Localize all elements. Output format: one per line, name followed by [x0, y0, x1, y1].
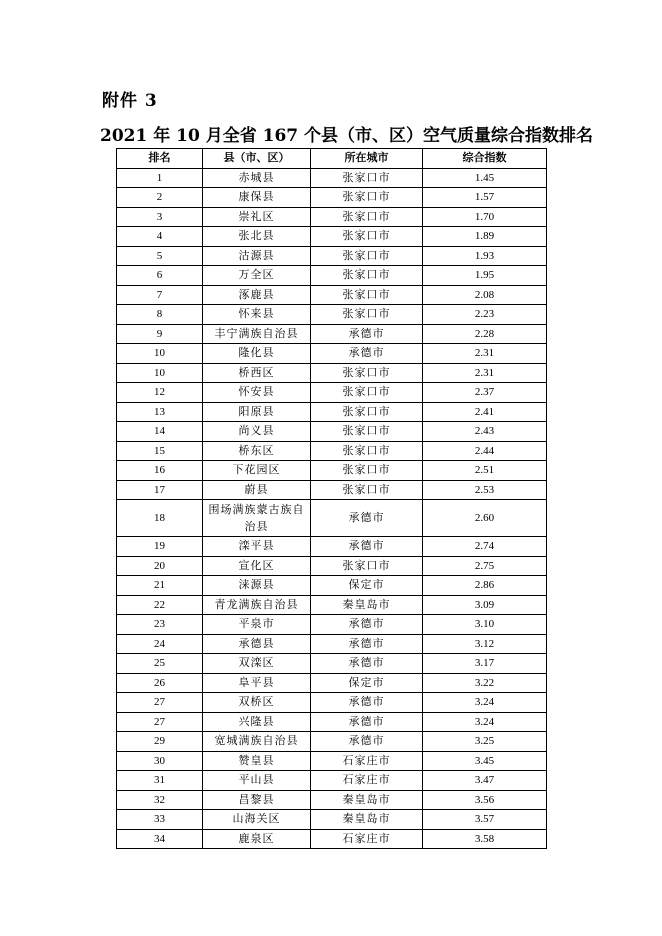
- index-cell: 2.44: [423, 441, 547, 461]
- table-row: [117, 732, 547, 752]
- county-cell: 宣化区: [203, 556, 311, 576]
- county-cell: 阜平县: [203, 673, 311, 693]
- rank-cell: 3: [117, 207, 203, 227]
- city-cell: 承德市: [311, 537, 423, 557]
- rank-cell: 14: [117, 422, 203, 442]
- county-cell: 崇礼区: [203, 207, 311, 227]
- county-cell: 万全区: [203, 266, 311, 286]
- city-cell: 秦皇岛市: [311, 810, 423, 830]
- county-cell: 青龙满族自治县: [203, 595, 311, 615]
- index-cell: 3.09: [423, 595, 547, 615]
- city-cell: 承德市: [311, 732, 423, 752]
- rank-cell: 6: [117, 266, 203, 286]
- city-cell: 张家口市: [311, 402, 423, 422]
- city-cell: 秦皇岛市: [311, 790, 423, 810]
- city-cell: 张家口市: [311, 168, 423, 188]
- rank-cell: 20: [117, 556, 203, 576]
- index-cell: 1.93: [423, 246, 547, 266]
- rank-cell: 10: [117, 344, 203, 364]
- index-cell: 2.28: [423, 324, 547, 344]
- table-row: [117, 246, 547, 266]
- city-cell: 承德市: [311, 344, 423, 364]
- rank-cell: 10: [117, 363, 203, 383]
- rank-cell: 23: [117, 615, 203, 635]
- table-header-row: [117, 149, 547, 169]
- city-cell: 张家口市: [311, 556, 423, 576]
- index-cell: 3.56: [423, 790, 547, 810]
- city-cell: 承德市: [311, 634, 423, 654]
- table-row: [117, 576, 547, 596]
- city-cell: 保定市: [311, 673, 423, 693]
- county-cell: 昌黎县: [203, 790, 311, 810]
- table-row: [117, 363, 547, 383]
- table-row: [117, 810, 547, 830]
- county-cell: 丰宁满族自治县: [203, 324, 311, 344]
- index-cell: 1.70: [423, 207, 547, 227]
- county-cell: 平山县: [203, 771, 311, 791]
- city-cell: 张家口市: [311, 188, 423, 208]
- county-cell: 桥东区: [203, 441, 311, 461]
- index-cell: 3.17: [423, 654, 547, 674]
- city-cell: 石家庄市: [311, 771, 423, 791]
- county-cell: 怀来县: [203, 305, 311, 325]
- table-row: [117, 615, 547, 635]
- document-title: 2021 年 10 月全省 167 个县（市、区）空气质量综合指数排名: [100, 126, 594, 146]
- index-cell: 2.41: [423, 402, 547, 422]
- county-cell: 桥西区: [203, 363, 311, 383]
- ranking-table: [116, 148, 547, 849]
- city-cell: 张家口市: [311, 441, 423, 461]
- rank-cell: 17: [117, 480, 203, 500]
- index-cell: 2.23: [423, 305, 547, 325]
- city-cell: 张家口市: [311, 227, 423, 247]
- county-cell: 沽源县: [203, 246, 311, 266]
- table-row: [117, 673, 547, 693]
- index-cell: 2.75: [423, 556, 547, 576]
- table-row: [117, 305, 547, 325]
- city-cell: 张家口市: [311, 266, 423, 286]
- county-cell: 赤城县: [203, 168, 311, 188]
- rank-cell: 9: [117, 324, 203, 344]
- county-cell: 怀安县: [203, 383, 311, 403]
- county-cell: 平泉市: [203, 615, 311, 635]
- index-cell: 2.37: [423, 383, 547, 403]
- rank-cell: 29: [117, 732, 203, 752]
- city-cell: 承德市: [311, 615, 423, 635]
- table-row: [117, 556, 547, 576]
- table-row: [117, 634, 547, 654]
- table-row: [117, 712, 547, 732]
- table-row: [117, 188, 547, 208]
- county-cell: 尚义县: [203, 422, 311, 442]
- city-cell: 张家口市: [311, 305, 423, 325]
- index-cell: 2.43: [423, 422, 547, 442]
- rank-cell: 26: [117, 673, 203, 693]
- city-cell: 张家口市: [311, 246, 423, 266]
- county-cell: 康保县: [203, 188, 311, 208]
- county-cell: 滦平县: [203, 537, 311, 557]
- attachment-label: 附件 3: [102, 91, 158, 111]
- index-cell: 3.10: [423, 615, 547, 635]
- rank-cell: 31: [117, 771, 203, 791]
- city-cell: 保定市: [311, 576, 423, 596]
- county-cell: 围场满族蒙古族自治县: [203, 500, 311, 537]
- index-cell: 3.24: [423, 693, 547, 713]
- index-cell: 3.47: [423, 771, 547, 791]
- table-row: [117, 595, 547, 615]
- table-body: [117, 168, 547, 849]
- index-cell: 1.89: [423, 227, 547, 247]
- table-row: [117, 654, 547, 674]
- rank-cell: 30: [117, 751, 203, 771]
- table-row: [117, 480, 547, 500]
- rank-cell: 21: [117, 576, 203, 596]
- city-cell: 秦皇岛市: [311, 595, 423, 615]
- county-cell: 下花园区: [203, 461, 311, 481]
- county-cell: 宽城满族自治县: [203, 732, 311, 752]
- rank-cell: 25: [117, 654, 203, 674]
- index-cell: 2.51: [423, 461, 547, 481]
- rank-cell: 24: [117, 634, 203, 654]
- header-rank: 排名: [117, 149, 203, 169]
- index-cell: 3.22: [423, 673, 547, 693]
- table-row: [117, 344, 547, 364]
- table-row: [117, 402, 547, 422]
- county-cell: 隆化县: [203, 344, 311, 364]
- rank-cell: 12: [117, 383, 203, 403]
- county-cell: 涿鹿县: [203, 285, 311, 305]
- header-index: 综合指数: [423, 149, 547, 169]
- county-cell: 涞源县: [203, 576, 311, 596]
- rank-cell: 32: [117, 790, 203, 810]
- city-cell: 承德市: [311, 654, 423, 674]
- county-cell: 蔚县: [203, 480, 311, 500]
- table-row: [117, 207, 547, 227]
- county-cell: 双滦区: [203, 654, 311, 674]
- county-cell: 双桥区: [203, 693, 311, 713]
- city-cell: 张家口市: [311, 285, 423, 305]
- table-row: [117, 790, 547, 810]
- table-row: [117, 285, 547, 305]
- table-row: [117, 266, 547, 286]
- index-cell: 3.25: [423, 732, 547, 752]
- rank-cell: 34: [117, 829, 203, 849]
- city-cell: 承德市: [311, 693, 423, 713]
- rank-cell: 22: [117, 595, 203, 615]
- city-cell: 承德市: [311, 324, 423, 344]
- city-cell: 张家口市: [311, 383, 423, 403]
- index-cell: 3.58: [423, 829, 547, 849]
- county-cell: 兴隆县: [203, 712, 311, 732]
- index-cell: 1.45: [423, 168, 547, 188]
- rank-cell: 5: [117, 246, 203, 266]
- county-cell: 鹿泉区: [203, 829, 311, 849]
- rank-cell: 8: [117, 305, 203, 325]
- table-row: [117, 771, 547, 791]
- table-row: [117, 829, 547, 849]
- city-cell: 张家口市: [311, 461, 423, 481]
- rank-cell: 4: [117, 227, 203, 247]
- index-cell: 3.45: [423, 751, 547, 771]
- rank-cell: 13: [117, 402, 203, 422]
- county-cell: 阳原县: [203, 402, 311, 422]
- index-cell: 3.57: [423, 810, 547, 830]
- rank-cell: 27: [117, 712, 203, 732]
- index-cell: 2.31: [423, 344, 547, 364]
- rank-cell: 16: [117, 461, 203, 481]
- rank-cell: 7: [117, 285, 203, 305]
- table-row: [117, 168, 547, 188]
- city-cell: 石家庄市: [311, 829, 423, 849]
- rank-cell: 2: [117, 188, 203, 208]
- table-row: [117, 422, 547, 442]
- county-cell: 承德县: [203, 634, 311, 654]
- table-row: [117, 751, 547, 771]
- index-cell: 3.24: [423, 712, 547, 732]
- table-row: [117, 383, 547, 403]
- index-cell: 2.86: [423, 576, 547, 596]
- city-cell: 张家口市: [311, 480, 423, 500]
- city-cell: 张家口市: [311, 422, 423, 442]
- city-cell: 承德市: [311, 712, 423, 732]
- county-cell: 赞皇县: [203, 751, 311, 771]
- county-cell: 张北县: [203, 227, 311, 247]
- index-cell: 2.60: [423, 500, 547, 537]
- index-cell: 2.08: [423, 285, 547, 305]
- table-row: [117, 500, 547, 537]
- table-row: [117, 324, 547, 344]
- header-county: 县（市、区）: [203, 149, 311, 169]
- rank-cell: 15: [117, 441, 203, 461]
- rank-cell: 33: [117, 810, 203, 830]
- header-city: 所在城市: [311, 149, 423, 169]
- county-cell: 山海关区: [203, 810, 311, 830]
- table-row: [117, 693, 547, 713]
- city-cell: 承德市: [311, 500, 423, 537]
- rank-cell: 1: [117, 168, 203, 188]
- city-cell: 石家庄市: [311, 751, 423, 771]
- table-row: [117, 461, 547, 481]
- rank-cell: 27: [117, 693, 203, 713]
- index-cell: 3.12: [423, 634, 547, 654]
- index-cell: 2.31: [423, 363, 547, 383]
- index-cell: 1.95: [423, 266, 547, 286]
- table-row: [117, 227, 547, 247]
- city-cell: 张家口市: [311, 363, 423, 383]
- rank-cell: 19: [117, 537, 203, 557]
- city-cell: 张家口市: [311, 207, 423, 227]
- table-row: [117, 441, 547, 461]
- table-row: [117, 537, 547, 557]
- rank-cell: 18: [117, 500, 203, 537]
- index-cell: 1.57: [423, 188, 547, 208]
- index-cell: 2.74: [423, 537, 547, 557]
- index-cell: 2.53: [423, 480, 547, 500]
